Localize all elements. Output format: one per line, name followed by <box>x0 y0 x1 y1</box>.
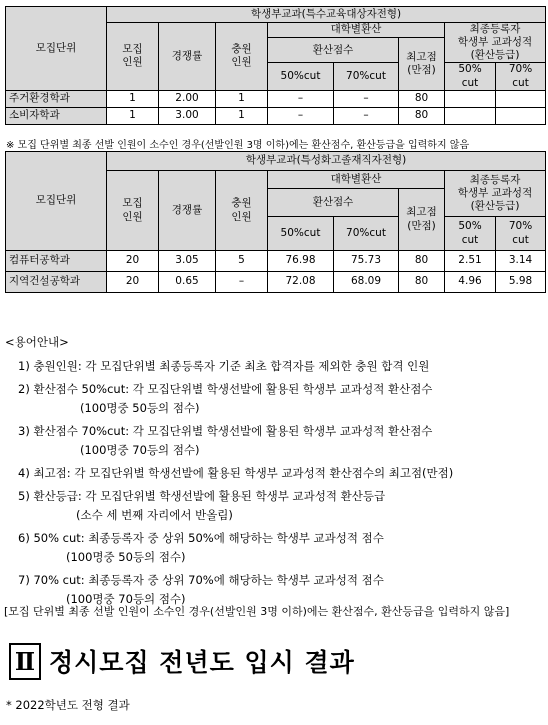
final70-cell: 3.14 <box>496 251 546 272</box>
col-final-50-header: 50% cut <box>445 217 496 251</box>
group-header: 학생부교과(특수교육대상자전형) <box>107 7 546 23</box>
quota-cell: 1 <box>107 107 159 124</box>
group-header: 학생부교과(특성화고졸재직자전형) <box>107 152 546 171</box>
unit-cell: 소비자학과 <box>6 107 107 124</box>
cut50-cell: 72.08 <box>268 272 334 293</box>
col-score-header: 환산점수 <box>268 38 399 63</box>
col-final-70-header: 70% cut <box>496 217 546 251</box>
guide-item-detail: (소수 세 번째 자리에서 반올림) <box>76 508 233 522</box>
note-small-quota: ※ 모집 단위별 최종 선발 인원이 소수인 경우(선발인원 3명 이하)에는 환산점수, 환산등급을 입력하지 않음 <box>6 140 470 151</box>
guide-item: 5) 환산등급: 각 모집단위별 학생선발에 활용된 학생부 교과성적 환산등급 <box>18 489 386 503</box>
table-row <box>6 272 546 293</box>
cut70-cell: – <box>334 107 399 124</box>
max-cell: 80 <box>399 251 445 272</box>
guide-item: 1) 충원인원: 각 모집단위별 최종등록자 기준 최초 합격자를 제외한 충원 합격 인원 <box>18 359 430 373</box>
max-cell: 80 <box>399 107 445 124</box>
max-cell: 80 <box>399 90 445 107</box>
results-table-vocational-workers <box>5 151 546 293</box>
col-50cut-header: 50%cut <box>268 63 334 90</box>
guide-item-detail: (100명중 70등의 점수) <box>66 592 186 606</box>
guide-item-detail: (100명중 50등의 점수) <box>66 550 186 564</box>
guide-item: 7) 70% cut: 최종등록자 중 상위 70%에 해당하는 학생부 교과성적 점수 <box>18 573 384 587</box>
guide-item-detail: (100명중 50등의 점수) <box>80 401 200 415</box>
final70-cell <box>496 107 546 124</box>
cut50-cell: – <box>268 90 334 107</box>
extra-cell: 1 <box>216 107 268 124</box>
table-row <box>6 90 546 107</box>
final70-cell <box>496 90 546 107</box>
guide-item: 6) 50% cut: 최종등록자 중 상위 50%에 해당하는 학생부 교과성적 점수 <box>18 531 384 545</box>
col-unit-header: 모집단위 <box>6 7 107 91</box>
cut70-cell: 75.73 <box>334 251 399 272</box>
extra-cell: – <box>216 272 268 293</box>
unit-cell: 주거환경학과 <box>6 90 107 107</box>
guide-item-detail: (100명중 70등의 점수) <box>80 443 200 457</box>
col-competition-header: 경쟁률 <box>159 171 216 251</box>
guide-item: 3) 환산점수 70%cut: 각 모집단위별 학생선발에 활용된 학생부 교과성적 환산점수 <box>18 424 433 438</box>
guide-item: 2) 환산점수 50%cut: 각 모집단위별 학생선발에 활용된 학생부 교과성적 환산점수 <box>18 382 433 396</box>
section-title: 정시모집 전년도 입시 결과 <box>49 648 355 677</box>
col-max-header: 최고점 (만점) <box>399 189 445 251</box>
section-numeral: Ⅱ <box>9 643 41 680</box>
cut50-cell: – <box>268 107 334 124</box>
col-final-50-header: 50% cut <box>445 63 496 90</box>
col-extra-header: 충원 인원 <box>216 23 268 91</box>
final70-cell: 5.98 <box>496 272 546 293</box>
col-50cut-header: 50%cut <box>268 217 334 251</box>
extra-cell: 5 <box>216 251 268 272</box>
cut70-cell: 68.09 <box>334 272 399 293</box>
cut70-cell: – <box>334 90 399 107</box>
max-cell: 80 <box>399 272 445 293</box>
final50-cell: 4.96 <box>445 272 496 293</box>
table-row <box>6 107 546 124</box>
section-heading <box>9 641 355 681</box>
col-score-header: 환산점수 <box>268 189 399 217</box>
col-70cut-header: 70%cut <box>334 217 399 251</box>
quota-cell: 20 <box>107 251 159 272</box>
quota-cell: 1 <box>107 90 159 107</box>
col-quota-header: 모집 인원 <box>107 171 159 251</box>
footnote: * 2022학년도 전형 결과 <box>6 698 130 712</box>
guide-title: <용어안내> <box>5 335 69 349</box>
col-quota-header: 모집 인원 <box>107 23 159 91</box>
col-70cut-header: 70%cut <box>334 63 399 90</box>
results-table-special-education <box>5 6 546 125</box>
col-final-70-header: 70% cut <box>496 63 546 90</box>
extra-cell: 1 <box>216 90 268 107</box>
table-row <box>6 251 546 272</box>
bracket-note: [모집 단위별 최종 선발 인원이 소수인 경우(선발인원 3명 이하)에는 환산점수, 환산등급을 입력하지 않음] <box>4 605 510 618</box>
col-final-header: 최종등록자 학생부 교과성적 (환산등급) <box>445 171 546 217</box>
competition-cell: 3.00 <box>159 107 216 124</box>
col-final-header: 최종등록자 학생부 교과성적 (환산등급) <box>445 23 546 63</box>
competition-cell: 2.00 <box>159 90 216 107</box>
col-competition-header: 경쟁률 <box>159 23 216 91</box>
col-unit-header: 모집단위 <box>6 152 107 251</box>
final50-cell <box>445 90 496 107</box>
unit-cell: 컴퓨터공학과 <box>6 251 107 272</box>
final50-cell: 2.51 <box>445 251 496 272</box>
col-univ-header: 대학별환산 <box>268 23 445 38</box>
competition-cell: 3.05 <box>159 251 216 272</box>
unit-cell: 지역건설공학과 <box>6 272 107 293</box>
competition-cell: 0.65 <box>159 272 216 293</box>
col-univ-header: 대학별환산 <box>268 171 445 189</box>
guide-item: 4) 최고점: 각 모집단위별 학생선발에 활용된 학생부 교과성적 환산점수의 최고점(만점) <box>18 466 454 480</box>
cut50-cell: 76.98 <box>268 251 334 272</box>
col-max-header: 최고점 (만점) <box>399 38 445 91</box>
quota-cell: 20 <box>107 272 159 293</box>
final50-cell <box>445 107 496 124</box>
col-extra-header: 충원 인원 <box>216 171 268 251</box>
